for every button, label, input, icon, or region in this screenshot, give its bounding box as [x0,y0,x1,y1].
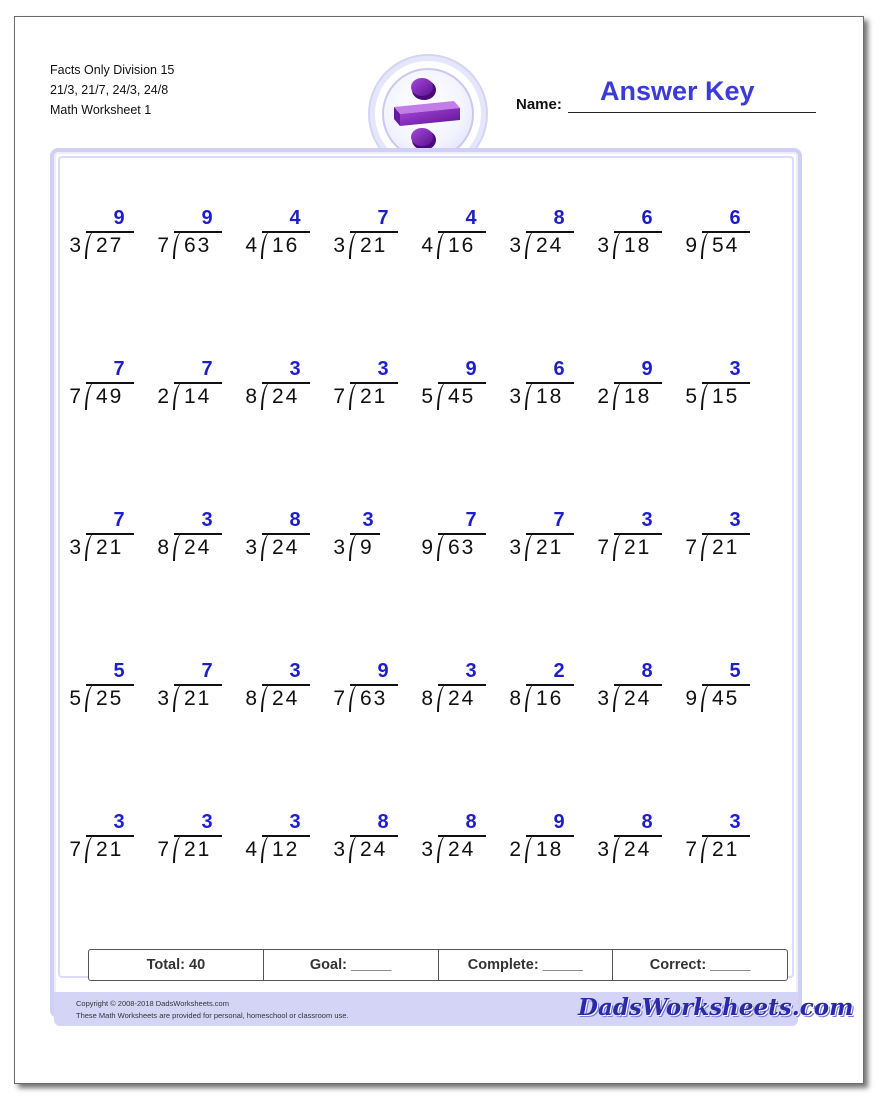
dividend: 54 [712,234,740,257]
dividend: 15 [712,385,740,408]
dividend: 24 [536,234,564,257]
quotient-answer: 9 [641,358,653,380]
worksheet-subtitle: 21/3, 21/7, 24/3, 24/8 [50,83,169,97]
divisor: 2 [157,385,170,408]
problem-grid [62,204,766,959]
quotient-answer: 3 [289,358,301,380]
division-problem [62,204,150,284]
divisor: 3 [333,838,346,861]
dividend: 21 [712,838,740,861]
answer-key-label: Answer Key [600,76,755,106]
division-problem [590,808,678,888]
score-complete[interactable]: Complete: _____ [439,950,614,980]
dividend: 21 [96,536,124,559]
divisor: 3 [421,838,434,861]
dividend: 49 [96,385,124,408]
division-problem [150,506,238,586]
divisor: 3 [509,234,522,257]
divisor: 7 [597,536,610,559]
divisor: 9 [685,234,698,257]
divisor: 3 [69,536,82,559]
divisor: 3 [245,536,258,559]
dividend: 21 [184,687,212,710]
quotient-answer: 6 [729,207,741,229]
quotient-answer: 7 [113,358,125,380]
quotient-answer: 5 [729,660,741,682]
quotient-answer: 9 [553,811,565,833]
dividend: 21 [624,536,652,559]
quotient-answer: 4 [465,207,477,229]
usage-notice: These Math Worksheets are provided for personal, homeschool or classroom use. [76,1011,349,1020]
dividend: 21 [184,838,212,861]
division-problem [678,204,766,284]
quotient-answer: 9 [465,358,477,380]
quotient-answer: 3 [641,509,653,531]
dividend: 21 [360,385,388,408]
dividend: 16 [272,234,300,257]
quotient-answer: 9 [201,207,213,229]
quotient-answer: 3 [113,811,125,833]
dividend: 45 [712,687,740,710]
quotient-answer: 3 [201,509,213,531]
division-problem [326,808,414,888]
quotient-answer: 9 [377,660,389,682]
quotient-answer: 3 [377,358,389,380]
dividend: 21 [96,838,124,861]
divisor: 3 [509,536,522,559]
dividend: 18 [624,385,652,408]
divisor: 8 [245,385,258,408]
division-problem [414,506,502,586]
quotient-answer: 8 [289,509,301,531]
score-correct[interactable]: Correct: _____ [649,957,751,973]
divisor: 7 [333,687,346,710]
division-problem [678,808,766,888]
quotient-answer: 3 [729,509,741,531]
division-problem [150,204,238,284]
division-problem [238,808,326,888]
dividend: 25 [96,687,124,710]
division-problem [502,355,590,435]
divisor: 3 [333,234,346,257]
worksheet-info [50,60,174,120]
division-problem [502,506,590,586]
copyright-notice [76,998,349,1022]
dividend: 63 [360,687,388,710]
quotient-answer: 7 [201,660,213,682]
division-problem [238,506,326,586]
dividend: 21 [712,536,740,559]
divisor: 3 [333,536,346,559]
division-problem [62,657,150,737]
division-problem [238,204,326,284]
quotient-answer: 6 [553,358,565,380]
quotient-answer: 2 [553,660,565,682]
dividend: 14 [184,385,212,408]
division-problem [678,657,766,737]
divisor: 3 [597,687,610,710]
score-total: Total: 40 [89,950,264,980]
quotient-answer: 3 [465,660,477,682]
division-problem [414,355,502,435]
quotient-answer: 7 [553,509,565,531]
divisor: 3 [69,234,82,257]
dividend: 24 [448,838,476,861]
divisor: 7 [69,838,82,861]
divisor: 2 [597,385,610,408]
copyright-text: Copyright © 2008-2018 DadsWorksheets.com [76,999,229,1008]
division-problem [326,657,414,737]
division-problem [590,506,678,586]
division-problem [590,657,678,737]
quotient-answer: 3 [729,811,741,833]
division-problem [502,204,590,284]
worksheet-number: Math Worksheet 1 [50,103,152,117]
divisor: 3 [597,838,610,861]
quotient-answer: 7 [113,509,125,531]
dividend: 63 [184,234,212,257]
division-problem [502,657,590,737]
division-problem [62,808,150,888]
quotient-answer: 7 [377,207,389,229]
divisor: 3 [509,385,522,408]
division-problem [414,657,502,737]
quotient-answer: 8 [641,660,653,682]
quotient-answer: 8 [553,207,565,229]
dividend: 12 [272,838,300,861]
divisor: 2 [509,838,522,861]
score-bar [88,949,788,981]
divisor: 7 [333,385,346,408]
division-problem [150,657,238,737]
division-problem [326,355,414,435]
divisor: 3 [157,687,170,710]
divisor: 7 [157,838,170,861]
quotient-answer: 5 [113,660,125,682]
dividend: 27 [96,234,124,257]
division-problem [414,808,502,888]
quotient-answer: 9 [113,207,125,229]
division-problem [62,506,150,586]
divisor: 4 [245,838,258,861]
quotient-answer: 8 [377,811,389,833]
dividend: 18 [624,234,652,257]
quotient-answer: 3 [289,660,301,682]
divisor: 5 [421,385,434,408]
dividend: 16 [536,687,564,710]
name-field[interactable] [568,112,816,113]
quotient-answer: 3 [729,358,741,380]
divisor: 5 [685,385,698,408]
division-problem [326,506,414,586]
dividend: 24 [448,687,476,710]
divisor: 4 [421,234,434,257]
divisor: 7 [157,234,170,257]
division-problem [414,204,502,284]
division-problem [590,204,678,284]
divisor: 8 [245,687,258,710]
quotient-answer: 8 [465,811,477,833]
divisor: 8 [157,536,170,559]
quotient-answer: 3 [201,811,213,833]
divisor: 9 [685,687,698,710]
division-problem [678,355,766,435]
quotient-answer: 7 [465,509,477,531]
dividend: 21 [360,234,388,257]
dividend: 24 [272,687,300,710]
quotient-answer: 3 [289,811,301,833]
name-label: Name: [516,96,562,113]
divisor: 5 [69,687,82,710]
dividend: 24 [184,536,212,559]
division-problem [150,808,238,888]
division-problem [238,355,326,435]
quotient-answer: 4 [289,207,301,229]
worksheet-title: Facts Only Division 15 [50,63,175,77]
divisor: 7 [69,385,82,408]
dividend: 24 [272,536,300,559]
dividend: 24 [624,687,652,710]
dividend: 18 [536,385,564,408]
dividend: 18 [536,838,564,861]
divisor: 8 [509,687,522,710]
divisor: 9 [421,536,434,559]
division-problem [62,355,150,435]
division-problem [150,355,238,435]
dadsworksheets-logo[interactable]: DadsWorksheets.com [578,994,854,1021]
division-problem [590,355,678,435]
dividend: 45 [448,385,476,408]
dividend: 24 [360,838,388,861]
division-problem [678,506,766,586]
dividend: 9 [360,536,374,559]
dividend: 21 [536,536,564,559]
dividend: 24 [272,385,300,408]
dividend: 24 [624,838,652,861]
division-problem [238,657,326,737]
quotient-answer: 6 [641,207,653,229]
quotient-answer: 8 [641,811,653,833]
dividend: 63 [448,536,476,559]
divisor: 7 [685,536,698,559]
quotient-answer: 7 [201,358,213,380]
division-problem [326,204,414,284]
divisor: 8 [421,687,434,710]
score-goal[interactable]: Goal: _____ [264,950,439,980]
dividend: 16 [448,234,476,257]
quotient-answer: 3 [362,509,374,531]
divisor: 4 [245,234,258,257]
division-problem [502,808,590,888]
divisor: 3 [597,234,610,257]
divisor: 7 [685,838,698,861]
